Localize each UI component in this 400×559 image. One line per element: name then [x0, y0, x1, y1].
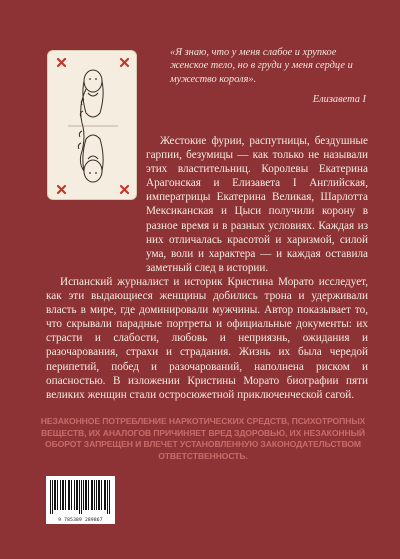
legal-warning: НЕЗАКОННОЕ ПОТРЕБЛЕНИЕ НАРКОТИЧЕСКИХ СРЕДСТВ, ПСИХОТРОПНЫХ ВЕЩЕСТВ, ИХ АНАЛОГОВ ПРИЧИНЯЕТ ВРЕД ЗДОРОВЬЮ, ИХ НЕЗАКОННЫЙ ОБОРОТ ЗАПРЕЩЕН И ВЛЕЧЕТ УСТАНОВЛЕННУЮ ЗАКОНОДАТЕЛЬСТВОМ ОТВЕТСТВЕННОСТЬ.: [40, 416, 366, 461]
epigraph-author: Елизавета I: [312, 94, 366, 105]
isbn-barcode: [46, 476, 115, 524]
annotation-text: [46, 134, 368, 402]
epigraph-quote: «Я знаю, что у меня слабое и хрупкое женское тело, но в груди у меня сердце и мужество короля».: [170, 47, 353, 85]
annotation-paragraph: Жестокие фурии, распутницы, бездушные гарпии, безумицы — как только не называли этих властительниц. Королевы Екатерина Арагонская и Елизавета I Английская, императрицы Екатерина Великая, Шарлотта Мексиканская и Цыси получили корону в разное время и в разных условиях. Каждая из них отличалась красотой и харизмой, силой ума, воли и характера — и каждая оставила заметный след в истории.: [146, 135, 368, 274]
annotation-paragraph: Испанский журналист и историк Кристина Морато исследует, как эти выдающиеся женщины добились трона и удерживали власть в мире, где доминировали мужчины. Автор показывает то, что скрывали парадные портреты и официальные документы: их страсти и слабости, любовь и неприязнь, ожидания и разочарования, страхи и страдания. Жизнь их была чередой перипетий, побед и разочарований, наполнена риском и опасностью. В изложении Кристины Морато биографии пяти великих женщин стали остросюжетной приключенческой сагой.: [46, 275, 368, 401]
barcode-digits: 9 785389 289867: [58, 518, 103, 523]
barcode-icon: [50, 480, 111, 514]
